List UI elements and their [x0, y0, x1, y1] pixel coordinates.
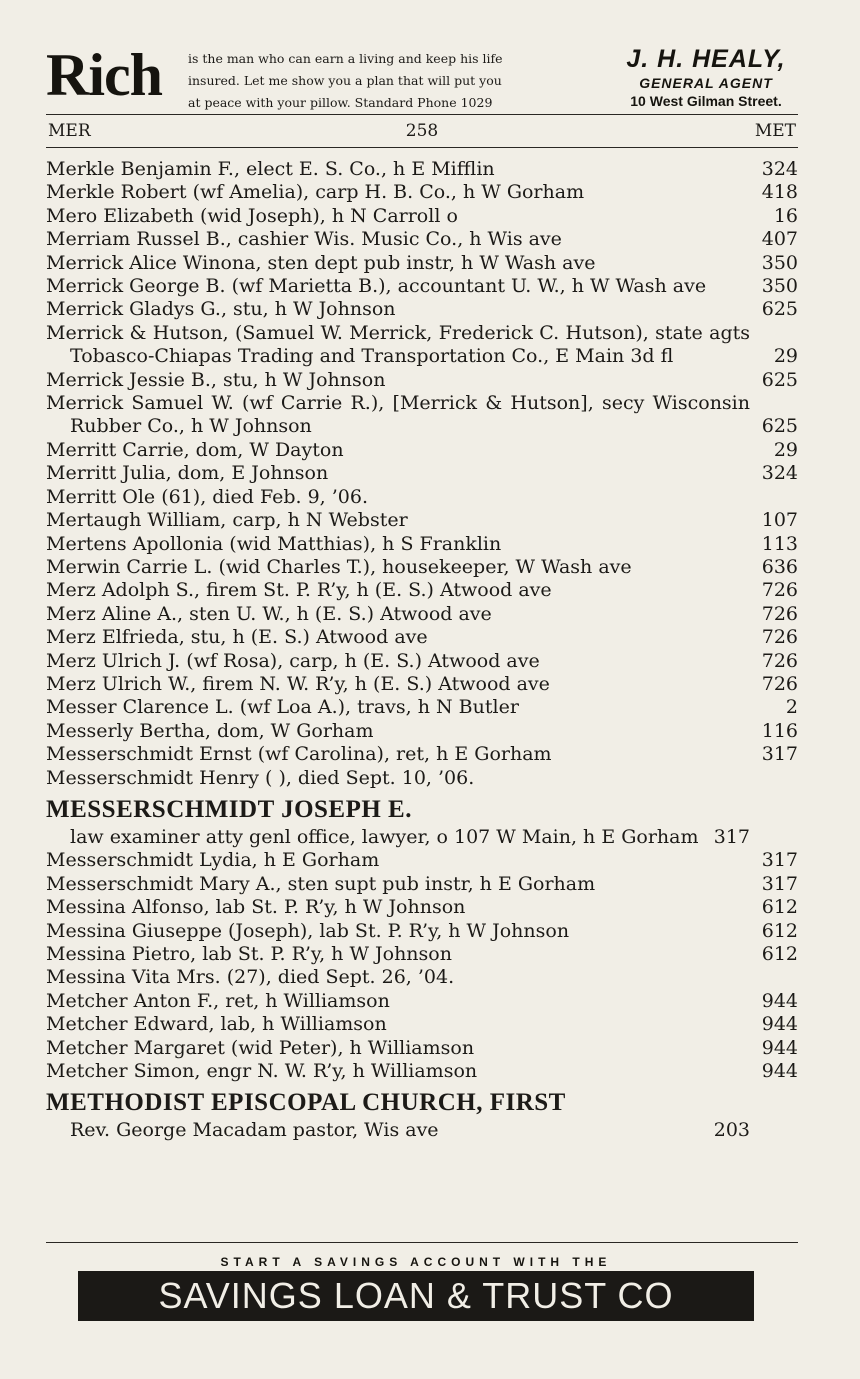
directory-entry	[46, 849, 798, 872]
entry-number: 612	[761, 943, 798, 965]
directory-entry	[46, 579, 798, 602]
entry-number: 418	[761, 181, 798, 204]
directory-entry	[46, 369, 798, 392]
entry-number: 944	[761, 989, 798, 1012]
entry-text: Mertens Apollonia (wid Matthias), h S Franklin	[46, 532, 502, 555]
entry-group	[46, 849, 798, 1083]
entry-number: 625	[761, 298, 798, 321]
directory-entry	[46, 462, 798, 485]
directory-entry	[46, 556, 798, 579]
directory-entry	[46, 896, 798, 919]
heading-detail-text: Rev. George Macadam pastor, Wis ave	[70, 1119, 439, 1142]
footer-divider	[46, 1242, 798, 1243]
heading-name: METHODIST EPISCOPAL CHURCH, FIRST	[46, 1089, 566, 1117]
entry-text: Merkle Robert (wf Amelia), carp H. B. Co., h W Gorham	[46, 181, 585, 204]
directory-entry	[46, 743, 798, 766]
entry-number: 317	[761, 872, 798, 895]
directory-entry	[46, 158, 798, 181]
directory-entry	[46, 943, 798, 966]
directory-entry	[46, 252, 798, 275]
entry-number: 29	[773, 438, 798, 461]
entry-number: 726	[761, 579, 798, 602]
entry-number: 726	[761, 602, 798, 625]
directory-entry	[46, 1060, 798, 1083]
ad-copy-line: insured. Let me show you a plan that will put you	[188, 73, 502, 88]
ad-brand-word: Rich	[46, 42, 162, 108]
directory-entry	[46, 439, 798, 462]
heading-entry-joseph	[46, 794, 798, 849]
entry-text: Metcher Margaret (wid Peter), h Williamson	[46, 1036, 475, 1059]
entry-number: 317	[713, 825, 750, 848]
entry-number: 726	[761, 672, 798, 695]
entry-text: Merz Elfrieda, stu, h (E. S.) Atwood ave	[46, 626, 428, 649]
entry-number: 113	[761, 532, 798, 555]
page-number: 258	[405, 121, 439, 141]
directory-entry	[46, 966, 798, 989]
agent-address: 10 West Gilman Street.	[630, 93, 782, 109]
entry-text: Metcher Edward, lab, h Williamson	[46, 1013, 387, 1036]
running-header	[46, 114, 798, 148]
entry-text: Merrick & Hutson, (Samuel W. Merrick, Frederick C. Hutson), state agts Tobasco-Chiapas Trading and Transportation Co., E Main 3d fl	[46, 321, 750, 368]
directory-entry	[46, 673, 798, 696]
entry-number: 116	[761, 719, 798, 742]
entry-number: 16	[773, 204, 798, 227]
entry-text: Metcher Anton F., ret, h Williamson	[46, 989, 390, 1012]
entry-number: 2	[785, 696, 798, 719]
entry-text: Messina Giuseppe (Joseph), lab St. P. R’y, h W Johnson	[46, 919, 570, 942]
agent-title: GENERAL AGENT	[639, 75, 773, 91]
entry-number: 612	[761, 919, 798, 942]
entry-text: Mero Elizabeth (wid Joseph), h N Carroll o	[46, 204, 458, 227]
entry-number: 625	[761, 368, 798, 391]
directory-entry	[46, 275, 798, 298]
entry-text: Messerschmidt Henry ( ), died Sept. 10, ’06.	[46, 766, 475, 789]
entry-number: 317	[761, 743, 798, 766]
entry-text: Merz Adolph S., firem St. P. R’y, h (E. S.) Atwood ave	[46, 579, 552, 602]
directory-entry	[46, 650, 798, 673]
directory-entry	[46, 990, 798, 1013]
header-advertisement	[46, 42, 806, 114]
entry-text: Merriam Russel B., cashier Wis. Music Co., h Wis ave	[46, 228, 562, 251]
entry-text: Mertaugh William, carp, h N Webster	[46, 509, 408, 532]
entry-text: Merrick Alice Winona, sten dept pub instr, h W Wash ave	[46, 251, 596, 274]
directory-entry	[46, 920, 798, 943]
entry-text: Messer Clarence L. (wf Loa A.), travs, h N Butler	[46, 696, 519, 719]
entry-text: Metcher Simon, engr N. W. R’y, h Williamson	[46, 1060, 478, 1083]
footer-tagline: START A SAVINGS ACCOUNT WITH THE	[220, 1255, 612, 1269]
footer-advertisement	[78, 1255, 754, 1321]
directory-entry	[46, 533, 798, 556]
heading-name: MESSERSCHMIDT JOSEPH E.	[46, 795, 412, 823]
agent-name: J. H. HEALY,	[626, 45, 786, 73]
entry-number: 726	[761, 626, 798, 649]
entry-number: 726	[761, 649, 798, 672]
directory-entry	[46, 228, 798, 251]
entry-text: Merrick Samuel W. (wf Carrie R.), [Merrick & Hutson], secy Wisconsin Rubber Co., h W Johnson	[46, 392, 750, 438]
entry-number: 944	[761, 1013, 798, 1036]
entry-number: 107	[761, 509, 798, 532]
agent-block	[606, 44, 806, 110]
directory-entry	[46, 603, 798, 626]
entry-text: Merz Aline A., sten U. W., h (E. S.) Atwood ave	[46, 602, 492, 625]
entry-number: 324	[761, 158, 798, 180]
entry-text: Merrick Gladys G., stu, h W Johnson	[46, 298, 396, 321]
running-header-left: MER	[48, 121, 91, 141]
entry-number: 317	[761, 849, 798, 872]
entry-number: 944	[761, 1036, 798, 1059]
heading-entry-methodist	[46, 1087, 798, 1142]
directory-entry	[46, 1037, 798, 1060]
directory-entry	[46, 767, 798, 790]
entry-text: Messina Pietro, lab St. P. R’y, h W Johnson	[46, 943, 452, 965]
ad-copy	[188, 48, 618, 114]
directory-entry	[46, 205, 798, 228]
entry-number: 407	[761, 228, 798, 251]
entry-text: Messerschmidt Mary A., sten supt pub instr, h E Gorham	[46, 872, 596, 895]
heading-detail	[46, 826, 750, 849]
directory-entry	[46, 392, 798, 439]
directory-entry	[46, 1013, 798, 1036]
entry-text: Messerschmidt Lydia, h E Gorham	[46, 849, 380, 872]
entry-text: Messina Vita Mrs. (27), died Sept. 26, ’04.	[46, 966, 455, 989]
entry-number: 636	[761, 555, 798, 578]
ad-copy-line: is the man who can earn a living and keep his life	[188, 51, 503, 66]
heading-detail	[46, 1119, 750, 1142]
entry-number: 29	[773, 345, 798, 368]
directory-entry	[46, 873, 798, 896]
directory-entry	[46, 626, 798, 649]
directory-entries	[46, 158, 798, 1143]
entry-text: Messerly Bertha, dom, W Gorham	[46, 719, 374, 742]
entry-text: Messerschmidt Ernst (wf Carolina), ret, h E Gorham	[46, 743, 552, 766]
entry-number: 625	[761, 415, 798, 438]
entry-text: Merrick Jessie B., stu, h W Johnson	[46, 368, 386, 391]
directory-entry	[46, 298, 798, 321]
directory-entry	[46, 720, 798, 743]
entry-text: Merritt Carrie, dom, W Dayton	[46, 438, 344, 461]
footer-bank-name: SAVINGS LOAN & TRUST CO	[78, 1271, 754, 1321]
entry-text: Merwin Carrie L. (wid Charles T.), housekeeper, W Wash ave	[46, 555, 632, 578]
entry-text: Merrick George B. (wf Marietta B.), accountant U. W., h W Wash ave	[46, 275, 707, 298]
ad-copy-line: at peace with your pillow. Standard Phone 1029	[188, 95, 493, 110]
directory-entry	[46, 181, 798, 204]
entry-text: Messina Alfonso, lab St. P. R’y, h W Johnson	[46, 896, 466, 919]
entry-group	[46, 158, 798, 790]
entry-text: Merz Ulrich J. (wf Rosa), carp, h (E. S.) Atwood ave	[46, 649, 540, 672]
entry-text: Merritt Ole (61), died Feb. 9, ’06.	[46, 485, 369, 508]
directory-entry	[46, 486, 798, 509]
directory-entry	[46, 322, 798, 369]
entry-text: Merz Ulrich W., firem N. W. R’y, h (E. S.) Atwood ave	[46, 672, 550, 695]
directory-entry	[46, 696, 798, 719]
entry-number: 944	[761, 1060, 798, 1083]
entry-number: 350	[761, 251, 798, 274]
entry-text: Merkle Benjamin F., elect E. S. Co., h E Mifflin	[46, 158, 495, 180]
entry-number: 350	[761, 275, 798, 298]
running-header-right: MET	[754, 121, 796, 141]
entry-number: 203	[713, 1119, 750, 1142]
heading-detail-text: law examiner atty genl office, lawyer, o 107 W Main, h E Gorham	[70, 825, 699, 848]
entry-text: Merritt Julia, dom, E Johnson	[46, 462, 329, 485]
entry-number: 612	[761, 896, 798, 919]
entry-number: 324	[761, 462, 798, 485]
directory-entry	[46, 509, 798, 532]
